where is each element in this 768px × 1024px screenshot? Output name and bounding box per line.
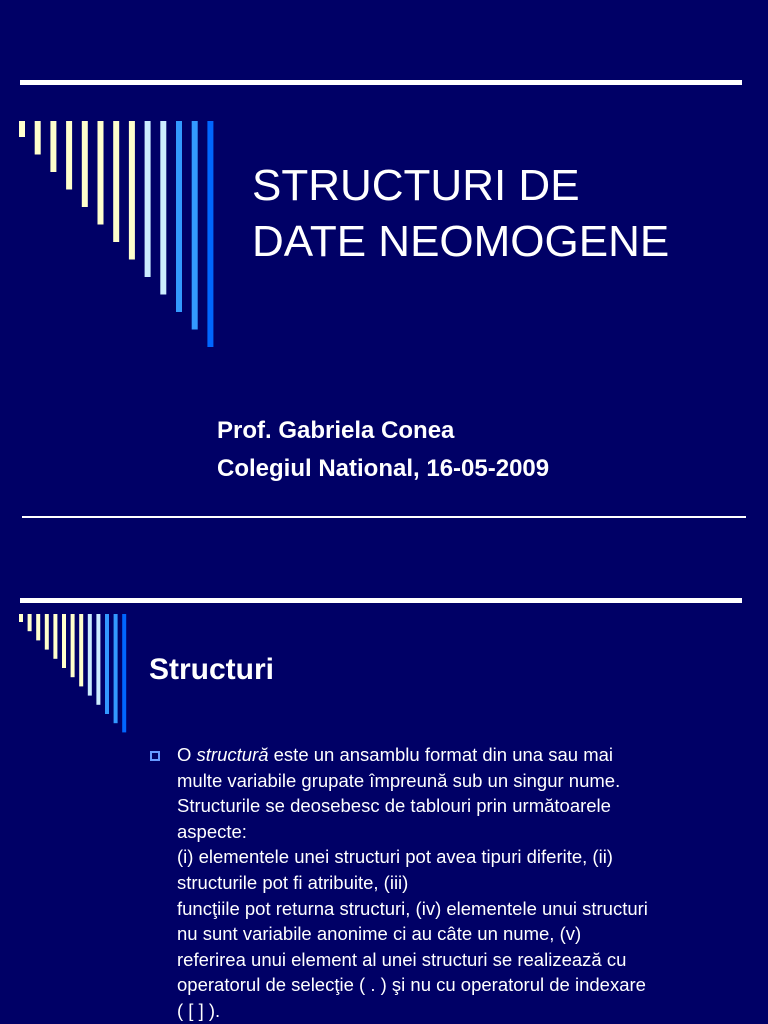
bullet-text-emphasis: structură: [196, 744, 269, 765]
decorative-bar: [53, 614, 57, 659]
author-line: Prof. Gabriela Conea: [217, 417, 455, 444]
content-slide: [0, 560, 768, 1024]
bullet-text: [177, 742, 757, 1024]
decorative-bar: [114, 614, 118, 723]
decorative-bar: [45, 614, 49, 650]
decorative-bar: [36, 614, 40, 640]
bullet-line: operatorul de selecţie ( . ) şi nu cu operatorul de indexare: [177, 974, 646, 996]
school-date-line: Colegiul National, 16-05-2009: [217, 455, 550, 482]
slide-heading: Structuri: [149, 653, 275, 686]
bullet-text-post: este un ansamblu format din una sau mai: [268, 744, 613, 765]
slide-title: [252, 158, 752, 270]
decorative-bar: [129, 121, 135, 260]
decorative-bar: [66, 121, 72, 190]
bullet-line: structurile pot fi atribuite, (iii): [177, 871, 409, 893]
decorative-bar: [19, 614, 23, 622]
decorative-bar: [176, 121, 182, 312]
bullet-line: [177, 742, 757, 768]
decorative-bar: [145, 121, 151, 277]
decorative-bar: [105, 614, 109, 714]
bullet-line: aspecte:: [177, 820, 247, 842]
decorative-bar: [160, 121, 166, 295]
decorative-bar: [192, 121, 198, 330]
decorative-bar: [88, 614, 92, 696]
decorative-bar: [35, 121, 41, 155]
bullet-line: funcţiile pot returna structuri, (iv) elementele unui structuri: [177, 897, 648, 919]
bullet-line: (i) elementele unei structuri pot avea tipuri diferite, (ii): [177, 846, 613, 868]
decorative-bar: [113, 121, 119, 242]
decorative-bar: [50, 121, 56, 172]
bullet-text-pre: O: [177, 744, 197, 765]
bullet-line: referirea unui element al unei structuri se realizează cu: [177, 948, 627, 970]
slide-subtitle: [217, 412, 549, 488]
decorative-bar: [82, 121, 88, 207]
decorative-bar: [62, 614, 66, 668]
bullet-line: nu sunt variabile anonime ci au câte un nume, (v): [177, 923, 582, 945]
bullet-line: multe variabile grupate împreună sub un singur nume.: [177, 769, 621, 791]
decorative-bar: [79, 614, 83, 686]
decorative-bar: [71, 614, 75, 677]
decorative-bar: [96, 614, 100, 705]
decorative-bar: [98, 121, 104, 225]
bullet-line: ( [ ] ).: [177, 999, 221, 1021]
title-line-1: STRUCTURI DE: [252, 161, 580, 210]
decorative-bar: [122, 614, 126, 732]
title-line-2: DATE NEOMOGENE: [252, 217, 670, 266]
decorative-bar: [207, 121, 213, 347]
bullet-line: Structurile se deosebesc de tablouri prin următoarele: [177, 795, 611, 817]
decorative-bar: [19, 121, 25, 137]
slide-divider: [22, 516, 746, 518]
square-bullet-icon: [150, 751, 160, 761]
decorative-bar: [28, 614, 32, 631]
